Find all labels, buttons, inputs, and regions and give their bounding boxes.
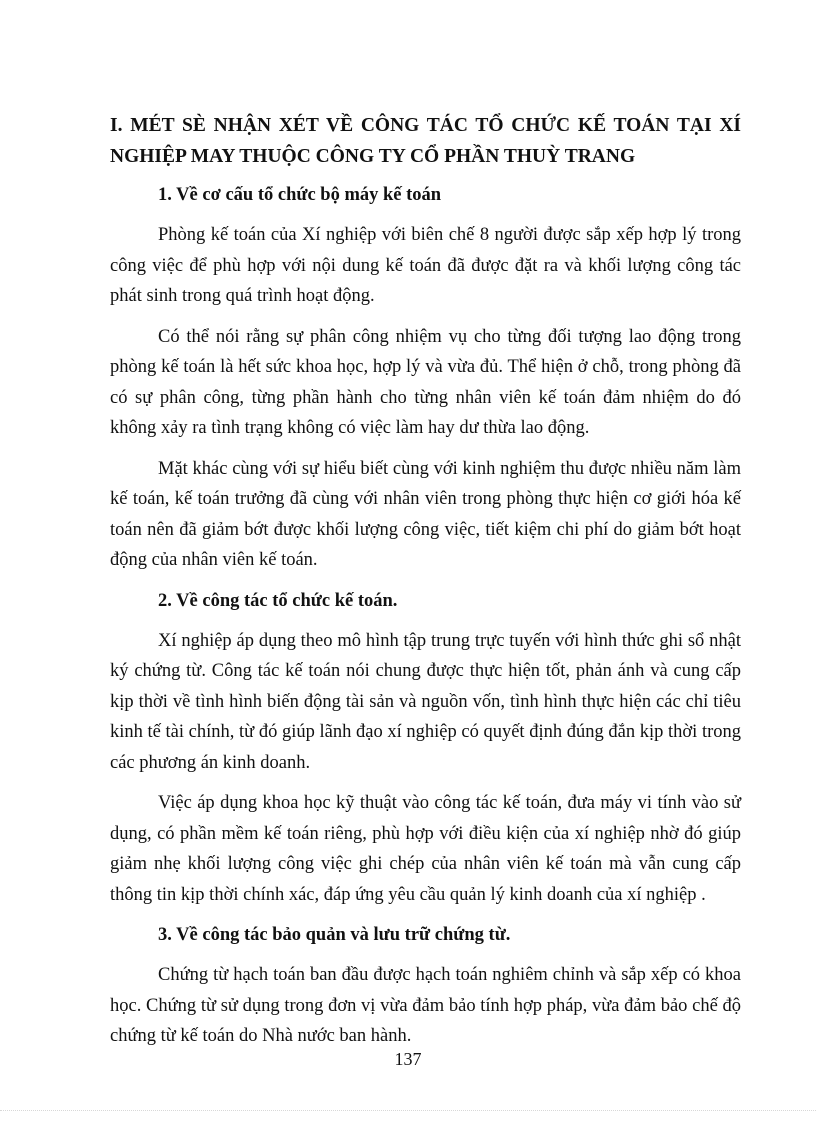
section-2: [110, 586, 741, 911]
section-heading: 2. Về công tác tổ chức kế toán.: [158, 590, 398, 611]
document-title: I. MÉT SÈ NHẬN XÉT VỀ CÔNG TÁC TỔ CHỨC KẾ TOÁN TẠI XÍ NGHIỆP MAY THUỘC CÔNG TY CỔ PHẦN THUỲ TRANG: [110, 115, 741, 167]
paragraph: Phòng kế toán của Xí nghiệp với biên chế 8 người được sắp xếp hợp lý trong công việc để phù hợp với nội dung kế toán đã được đặt ra và khối lượng công tác phát sinh trong quá trình hoạt động.: [110, 225, 741, 306]
paragraph: Có thể nói rằng sự phân công nhiệm vụ cho từng đối tượng lao động trong phòng kế toán là hết sức khoa học, hợp lý và vừa đủ. Thể hiện ở chỗ, trong phòng đã có sự phân công, từng phần hành cho từng nhân viên kế toán đảm nhiệm do đó không xảy ra tình trạng không có việc làm hay dư thừa lao động.: [110, 326, 741, 438]
section-3: [110, 920, 741, 1052]
paragraph: Mặt khác cùng với sự hiểu biết cùng với kinh nghiệm thu được nhiều năm làm kế toán, kế toán trưởng đã cùng với nhân viên trong phòng thực hiện cơ giới hóa kế toán nên đã giảm bớt được khối lượng công việc, tiết kiệm chi phí do giảm bớt hoạt động của nhân viên kế toán.: [110, 458, 741, 570]
section-heading: 3. Về công tác bảo quản và lưu trữ chứng từ.: [158, 925, 511, 945]
section-heading: 1. Về cơ cấu tổ chức bộ máy kế toán: [158, 185, 442, 205]
paragraph: Chứng từ hạch toán ban đầu được hạch toán nghiêm chỉnh và sắp xếp có khoa học. Chứng từ sử dụng trong đơn vị vừa đảm bảo tính hợp pháp, vừa đảm bảo chế độ chứng từ kế toán do Nhà nước ban hành.: [110, 965, 741, 1046]
paragraph: Việc áp dụng khoa học kỹ thuật vào công tác kế toán, đưa máy vi tính vào sử dụng, có phần mềm kế toán riêng, phù hợp với điều kiện của xí nghiệp nhờ đó giúp giảm nhẹ khối lượng công việc ghi chép của nhân viên kế toán mà vẫn cung cấp thông tin kịp thời chính xác, đáp ứng yêu cầu quản lý kinh doanh của xí nghiệp .: [110, 793, 741, 905]
paragraph: Xí nghiệp áp dụng theo mô hình tập trung trực tuyến với hình thức ghi sổ nhật ký chứng từ. Công tác kế toán nói chung được thực hiện tốt, phản ánh và cung cấp kịp thời về tình hình biến động tài sản và nguồn vốn, tình hình thực hiện các chỉ tiêu kinh tế tài chính, từ đó giúp lãnh đạo xí nghiệp có quyết định đúng đắn kịp thời trong các phương án kinh doanh.: [110, 630, 741, 773]
document-page: [110, 110, 741, 1062]
page-bottom-divider: [0, 1110, 816, 1111]
section-1: [110, 180, 741, 576]
page-number: 137: [394, 1049, 422, 1069]
